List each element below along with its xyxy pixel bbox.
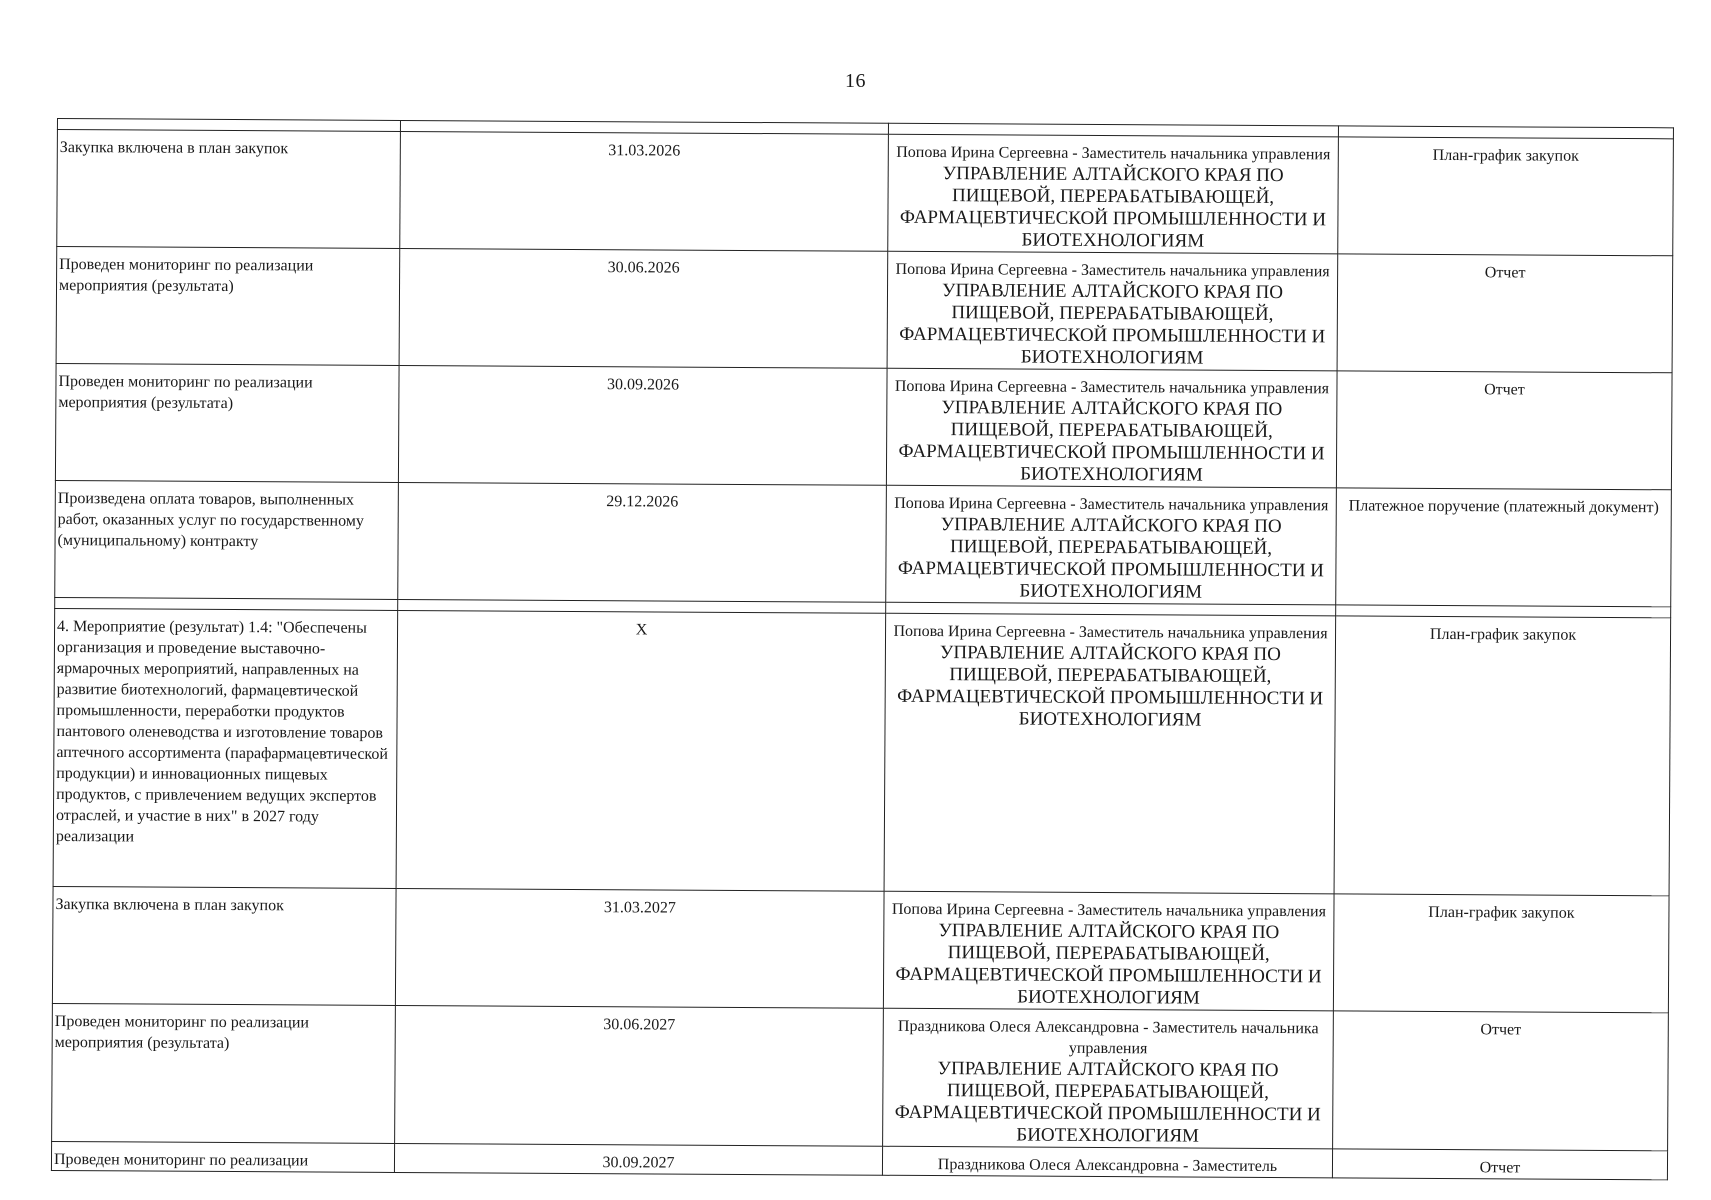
document-cell: Отчет: [1333, 1011, 1669, 1151]
event-cell: Закупка включена в план закупок: [52, 886, 396, 1005]
responsible-person: Праздникова Олеся Александровна - Заместитель: [937, 1156, 1278, 1176]
date-cell: 29.12.2026: [398, 482, 887, 602]
document-cell: Отчет: [1337, 254, 1673, 373]
responsible-organization: УПРАВЛЕНИЕ АЛТАЙСКОГО КРАЯ ПО ПИЩЕВОЙ, ПЕРЕРАБАТЫВАЮЩЕЙ, ФАРМАЦЕВТИЧЕСКОЙ ПРОМЫШЛЕННОСТИ И БИОТЕХНОЛОГИЯМ: [897, 514, 1324, 603]
responsible-cell: [883, 891, 1334, 1011]
document-cell: Отчет: [1332, 1149, 1667, 1180]
document-cell: План-график закупок: [1334, 616, 1671, 896]
responsible-cell: [887, 251, 1338, 371]
table-row: [57, 130, 1674, 256]
responsible-person: Попова Ирина Сергеевна - Заместитель начальника управления: [895, 260, 1330, 281]
date-cell: 30.06.2027: [395, 1005, 884, 1146]
document-cell: План-график закупок: [1338, 137, 1674, 256]
responsible-person: Попова Ирина Сергеевна - Заместитель начальника управления: [894, 377, 1330, 398]
table-row: [55, 480, 1672, 606]
responsible-cell: [883, 1008, 1334, 1149]
date-cell: 30.06.2026: [399, 248, 888, 368]
table-row: [52, 886, 1669, 1012]
event-cell: Проведен мониторинг по реализации: [51, 1141, 394, 1172]
responsible-cell: [882, 1146, 1332, 1178]
responsible-person: Попова Ирина Сергеевна - Заместитель начальника управления: [896, 143, 1331, 164]
event-cell: Произведена оплата товаров, выполненных работ, оказанных услуг по государственному (муниципальному) контракту: [55, 480, 399, 599]
table-row: [55, 363, 1672, 489]
responsible-cell: [886, 485, 1337, 605]
responsible-cell: [886, 368, 1337, 488]
table-row: [56, 247, 1673, 373]
responsible-person: Попова Ирина Сергеевна - Заместитель начальника управления: [891, 900, 1327, 921]
responsible-organization: УПРАВЛЕНИЕ АЛТАЙСКОГО КРАЯ ПО ПИЩЕВОЙ, ПЕРЕРАБАТЫВАЮЩЕЙ, ФАРМАЦЕВТИЧЕСКОЙ ПРОМЫШЛЕННОСТИ И БИОТЕХНОЛОГИЯМ: [899, 163, 1327, 252]
date-cell: 31.03.2027: [395, 888, 884, 1008]
table-row: [52, 1003, 1669, 1150]
event-cell: 4. Мероприятие (результат) 1.4: "Обеспечены организация и проведение выставочно-ярмарочных мероприятий, направленных на развитие биотехнологий, фармацевтической промышленности, переработки продуктов пантового оленеводства и изготовление товаров аптечного ассортимента (парафармацевтической продукции) и инновационных пищевых продуктов, с привлечением ведущих экспертов отраслей, и участие в них" в 2027 году реализации: [53, 608, 398, 888]
date-cell: 30.09.2027: [394, 1143, 882, 1175]
page-number: 16: [845, 70, 866, 92]
responsible-person: Попова Ирина Сергеевна - Заместитель начальника управления: [894, 494, 1329, 515]
event-cell: Проведен мониторинг по реализации мероприятия (результата): [56, 247, 400, 366]
responsible-organization: УПРАВЛЕНИЕ АЛТАЙСКОГО КРАЯ ПО ПИЩЕВОЙ, ПЕРЕРАБАТЫВАЮЩЕЙ, ФАРМАЦЕВТИЧЕСКОЙ ПРОМЫШЛЕННОСТИ И БИОТЕХНОЛОГИЯМ: [894, 1058, 1321, 1147]
document-cell: План-график закупок: [1333, 894, 1669, 1013]
responsible-organization: УПРАВЛЕНИЕ АЛТАЙСКОГО КРАЯ ПО ПИЩЕВОЙ, ПЕРЕРАБАТЫВАЮЩЕЙ, ФАРМАЦЕВТИЧЕСКОЙ ПРОМЫШЛЕННОСТИ И БИОТЕХНОЛОГИЯМ: [898, 397, 1325, 486]
document-cell: Платежное поручение (платежный документ): [1336, 488, 1672, 607]
event-cell: Проведен мониторинг по реализации мероприятия (результата): [52, 1003, 396, 1143]
responsible-organization: УПРАВЛЕНИЕ АЛТАЙСКОГО КРАЯ ПО ПИЩЕВОЙ, ПЕРЕРАБАТЫВАЮЩЕЙ, ФАРМАЦЕВТИЧЕСКОЙ ПРОМЫШЛЕННОСТИ И БИОТЕХНОЛОГИЯМ: [897, 642, 1324, 731]
measure-row: [53, 608, 1671, 895]
responsible-organization: УПРАВЛЕНИЕ АЛТАЙСКОГО КРАЯ ПО ПИЩЕВОЙ, ПЕРЕРАБАТЫВАЮЩЕЙ, ФАРМАЦЕВТИЧЕСКОЙ ПРОМЫШЛЕННОСТИ И БИОТЕХНОЛОГИЯМ: [899, 280, 1326, 369]
responsible-person: Попова Ирина Сергеевна - Заместитель начальника управления: [893, 622, 1328, 643]
date-cell: X: [396, 610, 886, 891]
responsible-organization: УПРАВЛЕНИЕ АЛТАЙСКОГО КРАЯ ПО ПИЩЕВОЙ, ПЕРЕРАБАТЫВАЮЩЕЙ, ФАРМАЦЕВТИЧЕСКОЙ ПРОМЫШЛЕННОСТИ И БИОТЕХНОЛОГИЯМ: [895, 920, 1322, 1009]
responsible-person: Праздникова Олеся Александровна - Заместитель начальника управления: [897, 1017, 1319, 1058]
document-cell: Отчет: [1336, 371, 1672, 490]
event-cell: Закупка включена в план закупок: [57, 130, 401, 249]
date-cell: 31.03.2026: [400, 131, 889, 251]
responsible-cell: [884, 613, 1336, 894]
events-table: [51, 118, 1674, 1180]
responsible-cell: [888, 134, 1339, 254]
date-cell: 30.09.2026: [398, 365, 887, 485]
event-cell: Проведен мониторинг по реализации мероприятия (результата): [55, 363, 399, 482]
